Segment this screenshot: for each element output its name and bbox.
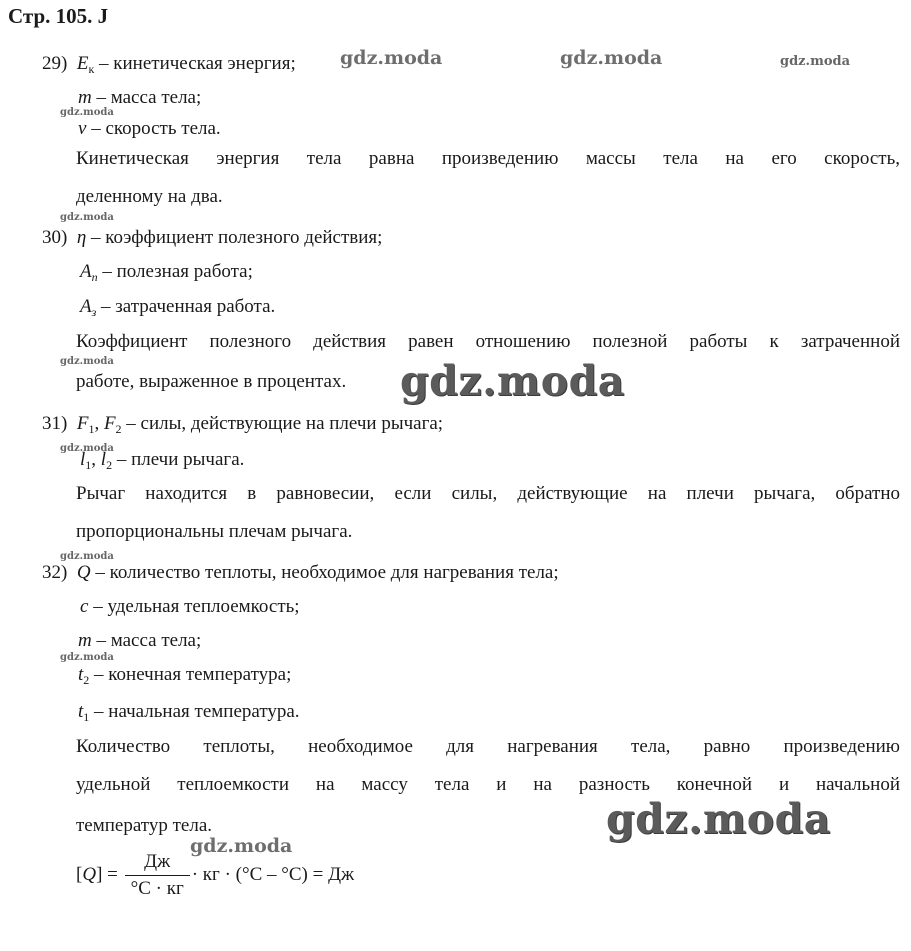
item-32-var-3: $t_2$ – конечная температура; <box>78 664 292 687</box>
watermark: gdz.moda <box>560 47 663 69</box>
watermark: gdz.moda <box>190 835 293 857</box>
fraction-numerator: Дж <box>125 851 190 876</box>
item-29-var-1: m – масса тела; <box>78 87 202 108</box>
item-32-var-1: c – удельная теплоемкость; <box>80 596 300 617</box>
item-32-title: 32) Q – количество теплоты, необходимое для нагревания тела; <box>42 562 559 583</box>
item-30-var-2: $A_з$ – затраченная работа. <box>80 296 276 319</box>
item-32-explanation-line-3: температур тела. <box>76 815 213 836</box>
watermark: gdz.moda <box>60 212 114 223</box>
item-32-var-4: $t_1$ – начальная температура. <box>78 701 300 724</box>
item-30-var-1: $A_п$ – полезная работа; <box>80 261 253 284</box>
watermark-large: gdz.moda <box>400 357 625 405</box>
item-29-explanation-line-1: Кинетическая энергия тела равна произведению массы тела на его скорость, <box>76 148 900 169</box>
item-31-explanation-line-1: Рычаг находится в равновесии, если силы, действующие на плечи рычага, обратно <box>76 483 900 504</box>
item-31-var-1: $l_1$, $l_2$ – плечи рычага. <box>80 449 245 472</box>
item-31-explanation-line-2: пропорциональны плечам рычага. <box>76 521 353 542</box>
item-32-explanation-line-1: Количество теплоты, необходимое для нагревания тела, равно произведению <box>76 736 900 757</box>
item-30-explanation-line-2: работе, выраженное в процентах. <box>76 371 347 392</box>
watermark: gdz.moda <box>60 652 114 663</box>
item-32-explanation-line-2: удельной теплоемкости на массу тела и на разность конечной и начальной <box>76 774 900 795</box>
item-30-explanation-line-1: Коэффициент полезного действия равен отношению полезной работы к затраченной <box>76 331 900 352</box>
fraction-denominator: °С · кг <box>130 878 184 899</box>
item-29-var-2: v – скорость тела. <box>78 118 221 139</box>
watermark-large: gdz.moda <box>606 795 831 843</box>
item-31-title: 31) $F_1$, $F_2$ – силы, действующие на плечи рычага; <box>42 413 444 436</box>
page-header: Стр. 105. J <box>8 4 109 28</box>
item-29-title: 29) $E_к$ – кинетическая энергия; <box>42 53 296 76</box>
watermark: gdz.moda <box>340 47 443 69</box>
unit-fraction <box>125 851 190 900</box>
watermark: gdz.moda <box>60 107 114 118</box>
item-30-title: 30) η – коэффициент полезного действия; <box>42 227 383 248</box>
item-29-explanation-line-2: деленному на два. <box>76 186 223 207</box>
unit-formula: [Q] = $\frac{Дж}{^\circ С \cdot кг}$ · кг · (°С – °С) = Дж <box>76 851 355 899</box>
watermark: gdz.moda <box>60 356 114 367</box>
item-32-var-2: m – масса тела; <box>78 630 202 651</box>
watermark: gdz.moda <box>780 54 851 69</box>
watermark: gdz.moda <box>60 443 114 454</box>
watermark: gdz.moda <box>60 551 114 562</box>
